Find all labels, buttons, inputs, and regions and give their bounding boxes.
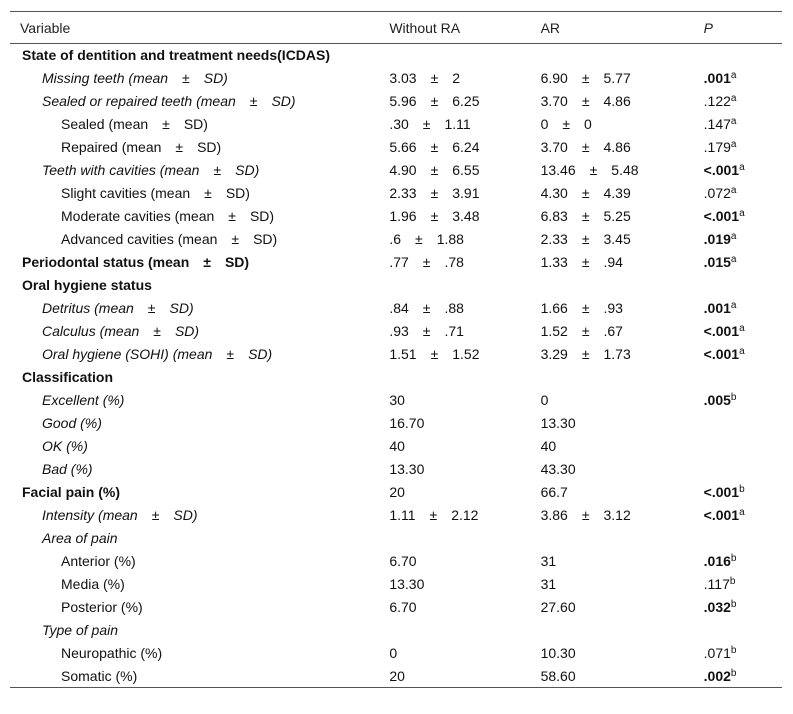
p-value: .179	[703, 139, 731, 155]
p-value: <.001	[703, 208, 740, 224]
row-label: Good (%)	[42, 415, 102, 431]
p-value: .001	[703, 300, 731, 316]
without-ra-value: 5.66 ± 6.24	[389, 139, 480, 155]
ar-value: 31	[540, 576, 557, 592]
without-ra-value: 4.90 ± 6.55	[389, 162, 480, 178]
row-label: Anterior (%)	[61, 553, 136, 569]
ar-value: 13.30	[540, 415, 576, 431]
ar-value: 4.30 ± 4.39	[540, 185, 631, 201]
table-row	[10, 550, 782, 573]
ar-value: 1.52 ± .67	[540, 323, 623, 339]
header-ar: AR	[540, 19, 561, 36]
row-label: Area of pain	[42, 530, 118, 546]
p-value: .019	[703, 231, 731, 247]
without-ra-value: 30	[389, 392, 405, 408]
ar-value: 58.60	[540, 667, 576, 684]
row-label: Posterior (%)	[61, 599, 143, 615]
row-label: Media (%)	[61, 576, 125, 592]
p-value-cell	[704, 665, 782, 688]
ar-value: 6.83 ± 5.25	[540, 208, 631, 224]
without-ra-value: .6 ± 1.88	[389, 231, 464, 247]
p-footnote-marker: a	[730, 93, 737, 104]
p-value-cell	[704, 527, 782, 550]
ar-value: 0	[540, 392, 549, 408]
without-ra-value: 3.03 ± 2	[389, 70, 461, 86]
p-footnote-marker: a	[730, 300, 737, 311]
without-ra-value: 20	[389, 484, 405, 500]
without-ra-value: 20	[389, 667, 405, 684]
table-row	[10, 573, 782, 596]
row-label: Oral hygiene status	[22, 277, 152, 293]
without-ra-value: 16.70	[389, 415, 425, 431]
without-ra-value	[389, 527, 540, 550]
p-footnote-marker: b	[730, 599, 737, 610]
p-value-cell	[704, 366, 782, 389]
without-ra-value: .77 ± .78	[389, 254, 464, 270]
without-ra-value	[389, 274, 540, 297]
p-footnote-marker: b	[729, 576, 736, 587]
without-ra-value: 13.30	[389, 576, 425, 592]
row-label: Bad (%)	[42, 461, 93, 477]
table-row	[10, 596, 782, 619]
p-value-cell	[704, 504, 782, 527]
ar-value: 3.70 ± 4.86	[540, 93, 631, 109]
p-footnote-marker: a	[739, 507, 745, 518]
p-value-cell	[704, 412, 782, 435]
p-value-cell	[704, 458, 782, 481]
p-value-cell	[704, 67, 782, 90]
p-value: .147	[703, 116, 731, 132]
p-value: <.001	[703, 323, 740, 339]
p-value: .005	[703, 392, 731, 408]
row-label: Moderate cavities (mean ± SD)	[61, 208, 275, 224]
table-row	[10, 159, 782, 182]
p-footnote-marker: a	[730, 231, 737, 242]
p-footnote-marker: b	[739, 484, 745, 495]
without-ra-value: 40	[389, 438, 405, 454]
row-label: Oral hygiene (SOHI) (mean ± SD)	[42, 346, 273, 362]
table-row	[10, 412, 782, 435]
ar-value: 2.33 ± 3.45	[540, 231, 631, 247]
row-label: Somatic (%)	[61, 667, 138, 684]
table-row	[10, 113, 782, 136]
p-value-cell	[704, 205, 782, 228]
ar-value: 3.70 ± 4.86	[540, 139, 631, 155]
without-ra-value: 1.51 ± 1.52	[389, 346, 480, 362]
without-ra-value	[389, 366, 540, 389]
ar-value	[541, 527, 704, 550]
ar-value	[541, 366, 704, 389]
table-row	[10, 182, 782, 205]
p-value: .002	[703, 667, 731, 684]
without-ra-value: .30 ± 1.11	[389, 116, 471, 132]
p-value-cell	[704, 44, 782, 67]
p-value: .001	[703, 70, 731, 86]
table-row	[10, 504, 782, 527]
header-p: P	[703, 19, 713, 36]
p-footnote-marker: a	[730, 139, 737, 150]
p-value-cell	[704, 389, 782, 412]
p-value: .015	[703, 254, 731, 270]
row-label: Repaired (mean ± SD)	[61, 139, 222, 155]
table-row	[10, 274, 782, 297]
table-row	[10, 67, 782, 90]
ar-value	[541, 274, 704, 297]
table-row	[10, 343, 782, 366]
header-row	[10, 12, 782, 44]
p-footnote-marker: a	[739, 323, 745, 334]
p-footnote-marker: a	[739, 346, 745, 357]
table-row	[10, 481, 782, 504]
table-row	[10, 642, 782, 665]
p-value: <.001	[703, 162, 740, 178]
without-ra-value: 6.70	[389, 599, 417, 615]
header-variable: Variable	[20, 19, 71, 36]
p-footnote-marker: a	[730, 254, 737, 265]
without-ra-value: 5.96 ± 6.25	[389, 93, 480, 109]
without-ra-value: 1.11 ± 2.12	[389, 507, 479, 523]
ar-value	[541, 44, 704, 67]
ar-value: 13.46 ± 5.48	[540, 162, 639, 178]
p-value: <.001	[703, 346, 740, 362]
p-value: .117	[703, 576, 730, 592]
row-label: Teeth with cavities (mean ± SD)	[42, 162, 260, 178]
table-row	[10, 320, 782, 343]
table-row	[10, 435, 782, 458]
p-footnote-marker: a	[739, 208, 745, 219]
row-label: Facial pain (%)	[22, 484, 121, 500]
without-ra-value: 2.33 ± 3.91	[389, 185, 480, 201]
without-ra-value	[389, 619, 540, 642]
p-value-cell	[704, 481, 782, 504]
p-value-cell	[704, 550, 782, 573]
row-label: Classification	[22, 369, 114, 385]
row-label: Sealed (mean ± SD)	[61, 116, 208, 132]
p-value-cell	[704, 182, 782, 205]
p-value-cell	[704, 297, 782, 320]
p-value-cell	[704, 343, 782, 366]
row-label: Slight cavities (mean ± SD)	[61, 185, 250, 201]
without-ra-value: 0	[389, 645, 398, 661]
p-value: .032	[703, 599, 731, 615]
without-ra-value: .93 ± .71	[389, 323, 464, 339]
row-label: Advanced cavities (mean ± SD)	[61, 231, 278, 247]
without-ra-value: .84 ± .88	[389, 300, 464, 316]
without-ra-value	[389, 44, 540, 67]
table-row	[10, 136, 782, 159]
p-value-cell	[704, 573, 782, 596]
p-value-cell	[704, 274, 782, 297]
row-label: OK (%)	[42, 438, 88, 454]
ar-value: 31	[540, 553, 557, 569]
table-row	[10, 297, 782, 320]
table-row	[10, 228, 782, 251]
row-label: Type of pain	[42, 622, 119, 638]
ar-value: 27.60	[540, 599, 576, 615]
table-row	[10, 205, 782, 228]
table-body	[10, 44, 782, 688]
p-value-cell	[704, 90, 782, 113]
table-row	[10, 458, 782, 481]
row-label: Periodontal status (mean ± SD)	[22, 254, 250, 270]
ar-value: 66.7	[540, 484, 568, 500]
table-row	[10, 665, 782, 688]
p-value-cell	[704, 228, 782, 251]
p-footnote-marker: a	[730, 116, 737, 127]
table-row	[10, 90, 782, 113]
p-value-cell	[704, 136, 782, 159]
results-table	[10, 11, 782, 688]
row-label: Missing teeth (mean ± SD)	[42, 70, 228, 86]
p-value-cell	[704, 320, 782, 343]
p-footnote-marker: b	[730, 553, 737, 564]
p-footnote-marker: b	[730, 392, 737, 403]
p-value: .072	[703, 185, 731, 201]
ar-value: 43.30	[540, 461, 576, 477]
p-value-cell	[704, 159, 782, 182]
without-ra-value: 13.30	[389, 461, 425, 477]
p-value: <.001	[703, 507, 740, 523]
ar-value: 3.29 ± 1.73	[540, 346, 631, 362]
row-label: Excellent (%)	[42, 392, 125, 408]
p-value-cell	[704, 596, 782, 619]
table-row	[10, 44, 782, 67]
table-row	[10, 251, 782, 274]
without-ra-value: 6.70	[389, 553, 417, 569]
row-label: State of dentition and treatment needs(ICDAS)	[22, 47, 331, 64]
ar-value: 6.90 ± 5.77	[540, 70, 631, 86]
header-without-ra: Without RA	[389, 19, 461, 36]
p-value: .071	[703, 645, 731, 661]
p-value: .122	[703, 93, 731, 109]
p-footnote-marker: b	[730, 645, 737, 656]
p-value-cell	[704, 619, 782, 642]
ar-value: 40	[540, 438, 557, 454]
p-footnote-marker: a	[730, 70, 737, 81]
p-footnote-marker: a	[730, 185, 737, 196]
table-row	[10, 619, 782, 642]
p-footnote-marker: b	[730, 667, 737, 679]
ar-value	[541, 619, 704, 642]
ar-value: 0 ± 0	[540, 116, 592, 132]
row-label: Neuropathic (%)	[61, 645, 163, 661]
row-label: Calculus (mean ± SD)	[42, 323, 200, 339]
p-value-cell	[704, 251, 782, 274]
row-label: Sealed or repaired teeth (mean ± SD)	[42, 93, 296, 109]
row-label: Detritus (mean ± SD)	[42, 300, 194, 316]
table-row	[10, 527, 782, 550]
p-value-cell	[704, 435, 782, 458]
p-footnote-marker: a	[739, 162, 745, 173]
p-value: <.001	[703, 484, 740, 500]
ar-value: 10.30	[540, 645, 576, 661]
table-row	[10, 366, 782, 389]
ar-value: 1.66 ± .93	[540, 300, 623, 316]
p-value-cell	[704, 642, 782, 665]
ar-value: 1.33 ± .94	[540, 254, 623, 270]
ar-value: 3.86 ± 3.12	[540, 507, 631, 523]
p-value-cell	[704, 113, 782, 136]
row-label: Intensity (mean ± SD)	[42, 507, 198, 523]
without-ra-value: 1.96 ± 3.48	[389, 208, 480, 224]
table-row	[10, 389, 782, 412]
p-value: .016	[703, 553, 731, 569]
